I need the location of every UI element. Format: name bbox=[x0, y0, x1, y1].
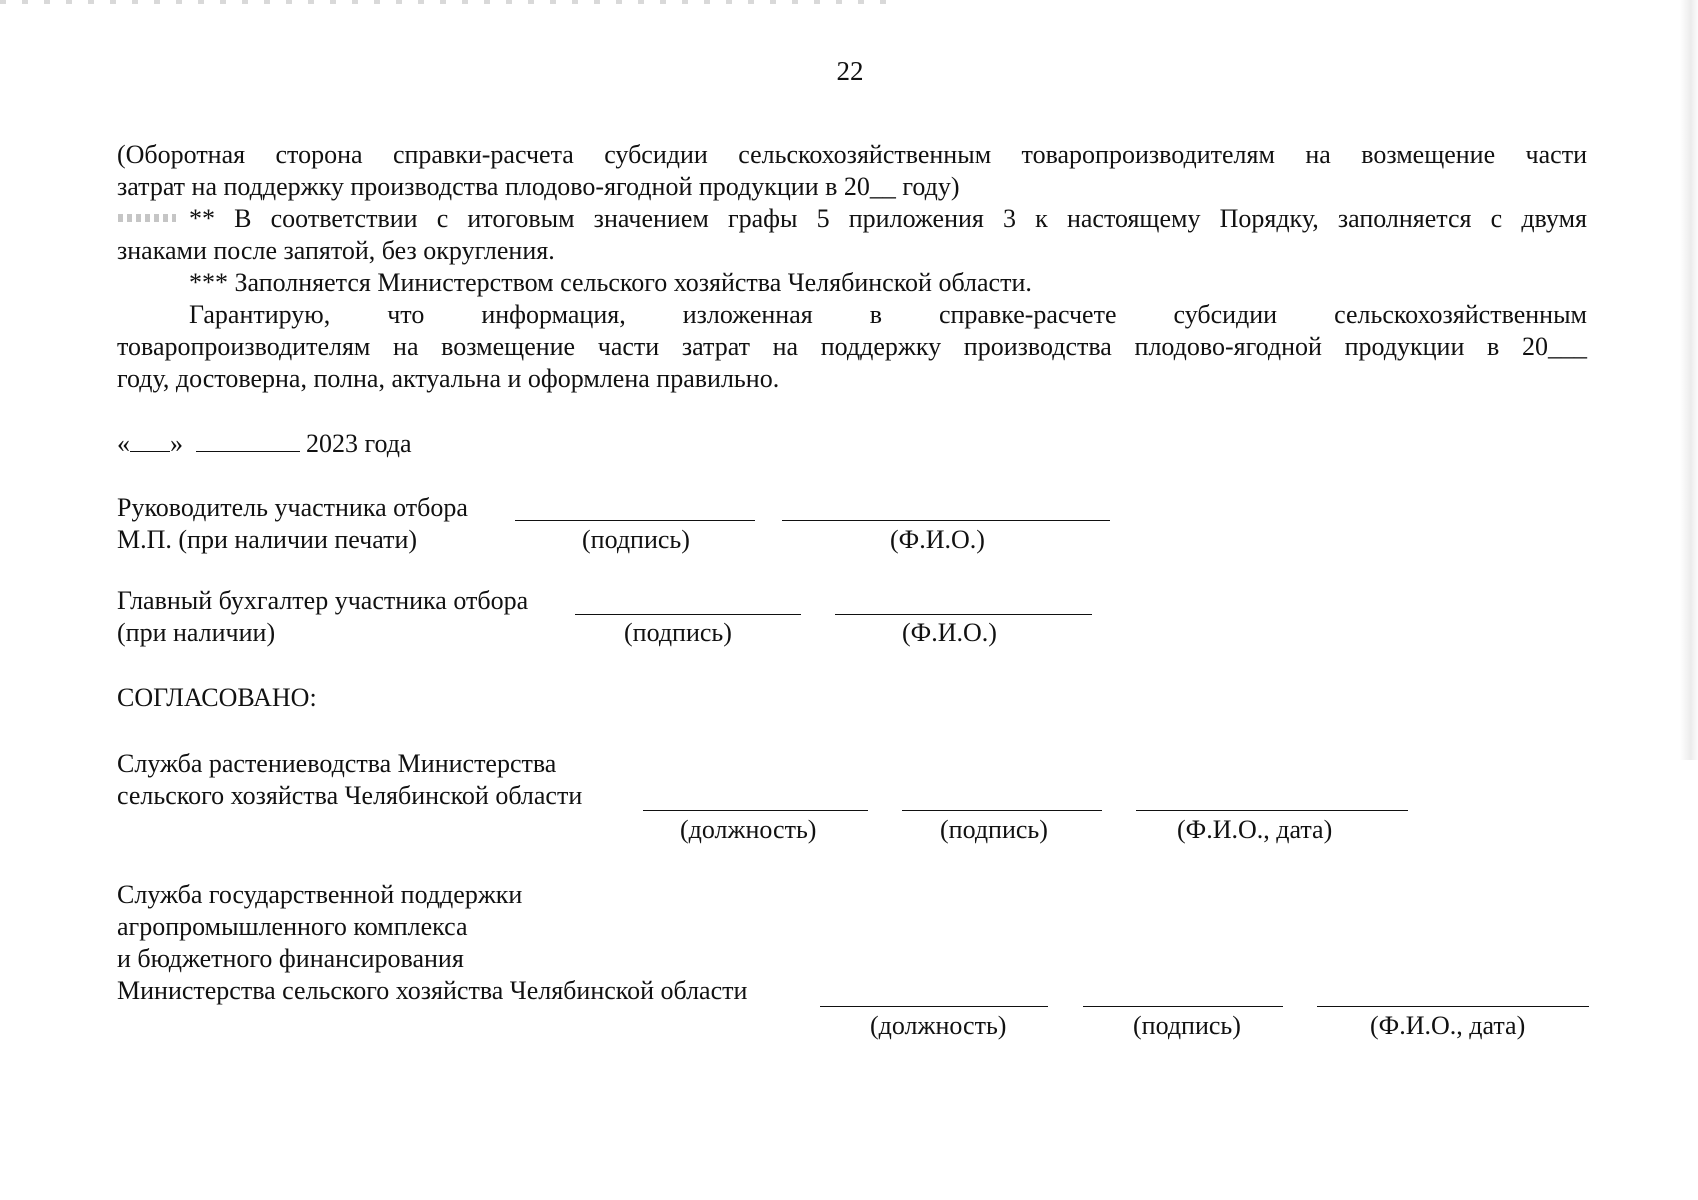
support-signature-line[interactable] bbox=[1083, 1006, 1283, 1007]
accountant-name-line[interactable] bbox=[835, 614, 1092, 615]
support-service-line-2: агропромышленного комплекса bbox=[117, 912, 468, 941]
reverse-side-line-1: (Оборотная сторона справки-расчета субсидии сельскохозяйственным товаропроизводителям на возмещение части bbox=[117, 140, 1587, 169]
head-name-caption: (Ф.И.О.) bbox=[890, 525, 985, 554]
note-double-asterisk-line-2: знаками после запятой, без округления. bbox=[117, 236, 555, 265]
support-position-caption: (должность) bbox=[870, 1011, 1007, 1040]
date-close-quote: » bbox=[170, 429, 183, 458]
guarantee-line-1: Гарантирую, что информация, изложенная в справке-расчете субсидии сельскохозяйственным bbox=[189, 300, 1587, 329]
date-open-quote: « bbox=[117, 429, 130, 458]
head-name-line[interactable] bbox=[782, 520, 1110, 521]
accountant-sublabel: (при наличии) bbox=[117, 618, 276, 647]
crop-position-caption: (должность) bbox=[680, 815, 817, 844]
page-number: 22 bbox=[836, 56, 864, 86]
agreed-title: СОГЛАСОВАНО: bbox=[117, 683, 317, 712]
accountant-signature-caption: (подпись) bbox=[624, 618, 732, 647]
accountant-name-caption: (Ф.И.О.) bbox=[902, 618, 997, 647]
crop-service-line-2: сельского хозяйства Челябинской области bbox=[117, 781, 583, 810]
support-signature-caption: (подпись) bbox=[1133, 1011, 1241, 1040]
support-name-date-line[interactable] bbox=[1317, 1006, 1589, 1007]
support-service-line-3: и бюджетного финансирования bbox=[117, 944, 464, 973]
support-name-date-caption: (Ф.И.О., дата) bbox=[1370, 1011, 1526, 1040]
accountant-label: Главный бухгалтер участника отбора bbox=[117, 586, 529, 615]
head-label: Руководитель участника отбора bbox=[117, 493, 468, 522]
scan-artifact-top bbox=[0, 0, 900, 4]
guarantee-line-2: товаропроизводителям на возмещение части затрат на поддержку производства плодово-ягодной продукции в 20___ bbox=[117, 332, 1587, 361]
crop-signature-line[interactable] bbox=[902, 810, 1102, 811]
crop-name-date-line[interactable] bbox=[1136, 810, 1408, 811]
scan-artifact-right-edge bbox=[1680, 0, 1698, 760]
month-blank[interactable] bbox=[196, 429, 300, 452]
date-year: 2023 года bbox=[306, 429, 412, 458]
accountant-signature-line[interactable] bbox=[575, 614, 801, 615]
support-service-line-1: Служба государственной поддержки bbox=[117, 880, 523, 909]
support-service-line-4: Министерства сельского хозяйства Челябинской области bbox=[117, 976, 748, 1005]
date-line bbox=[117, 428, 412, 460]
day-blank[interactable] bbox=[130, 429, 170, 452]
crop-name-date-caption: (Ф.И.О., дата) bbox=[1177, 815, 1333, 844]
head-signature-caption: (подпись) bbox=[582, 525, 690, 554]
head-signature-line[interactable] bbox=[515, 520, 755, 521]
note-triple-asterisk: *** Заполняется Министерством сельского хозяйства Челябинской области. bbox=[189, 268, 1032, 297]
guarantee-line-3: году, достоверна, полна, актуальна и оформлена правильно. bbox=[117, 364, 780, 393]
crop-service-line-1: Служба растениеводства Министерства bbox=[117, 749, 557, 778]
crop-position-line[interactable] bbox=[643, 810, 868, 811]
scan-artifact-smudge bbox=[118, 214, 176, 222]
support-position-line[interactable] bbox=[820, 1006, 1048, 1007]
note-double-asterisk-line-1: ** В соответствии с итоговым значением графы 5 приложения 3 к настоящему Порядку, заполняется с двумя bbox=[189, 204, 1587, 233]
reverse-side-line-2: затрат на поддержку производства плодово-ягодной продукции в 20__ году) bbox=[117, 172, 960, 201]
stamp-label: М.П. (при наличии печати) bbox=[117, 525, 418, 554]
crop-signature-caption: (подпись) bbox=[940, 815, 1048, 844]
